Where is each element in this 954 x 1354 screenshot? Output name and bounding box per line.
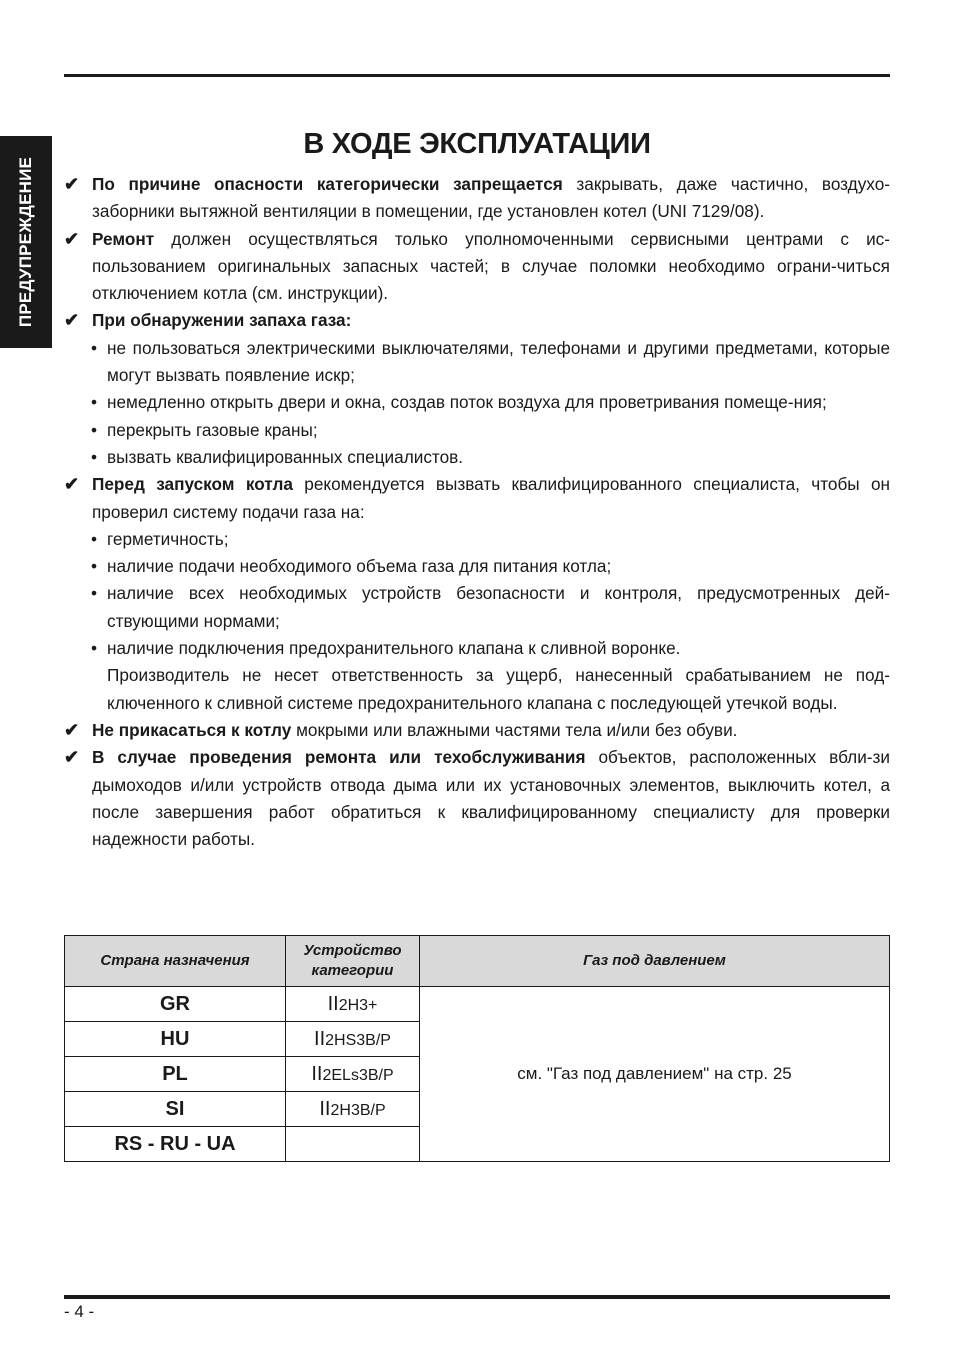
device-category-sub: 2HS3B/P xyxy=(325,1031,391,1049)
device-category-cell xyxy=(286,1022,420,1057)
device-category-cell xyxy=(286,1092,420,1127)
list-item-text: вызвать квалифицированных специалистов. xyxy=(107,446,464,467)
device-category-cell xyxy=(286,987,420,1022)
list-item-text: не пользоваться электрическими выключателями, телефонами и другими предметами, которые могут вызвать появление искр; xyxy=(107,337,890,386)
bullet-icon: • xyxy=(91,337,98,358)
side-section-tab xyxy=(0,136,52,348)
device-category-main: II xyxy=(314,1027,326,1050)
header-gas-pressure: Газ под давлением xyxy=(420,936,890,987)
device-category-main: II xyxy=(311,1062,323,1085)
warning-item-bold: При обнаружении запаха газа: xyxy=(92,310,352,331)
bullet-icon: • xyxy=(91,419,98,440)
device-category-sub: 2ELs3B/P xyxy=(322,1066,394,1084)
country-cell: GR xyxy=(65,987,286,1022)
checkmark-icon: ✔ xyxy=(64,719,80,740)
warning-item xyxy=(64,226,890,308)
warning-item-text: мокрыми или влажными частями тела и/или без обуви. xyxy=(291,719,738,740)
pre-start-check-list xyxy=(64,526,890,662)
checkmark-icon: ✔ xyxy=(64,474,80,495)
list-item-text: немедленно открыть двери и окна, создав поток воздуха для проветривания помеще-ния; xyxy=(107,392,827,413)
bullet-icon: • xyxy=(91,446,98,467)
gas-pressure-reference: см. "Газ под давлением" на стр. 25 xyxy=(420,987,890,1162)
warning-item xyxy=(64,744,890,853)
warning-item-text: объектов, расположенных вбли-зи дымоходов и/или устройств отвода дыма или их установочных элементов, выключить котел, а после завершения работ обратиться к квалифицированному специалисту для проверки надежности работы. xyxy=(92,747,890,850)
device-category-cell xyxy=(286,1057,420,1092)
list-item-text: наличие подачи необходимого объема газа для питания котла; xyxy=(107,556,612,577)
list-item xyxy=(64,335,890,390)
gas-category-table xyxy=(64,935,890,1162)
checkmark-icon: ✔ xyxy=(64,747,80,768)
checkmark-icon: ✔ xyxy=(64,310,80,331)
warning-item xyxy=(64,717,890,744)
bullet-icon: • xyxy=(91,638,98,659)
header-country: Страна назначения xyxy=(65,936,286,987)
warning-item-bold: Перед запуском котла xyxy=(92,474,293,495)
warning-item-text: рекомендуется вызвать квалифицированного специалиста, чтобы он проверил систему подачи газа на: xyxy=(92,474,891,522)
bullet-icon: • xyxy=(91,392,98,413)
list-item xyxy=(64,526,890,553)
list-item xyxy=(64,389,890,416)
side-section-label: ПРЕДУПРЕЖДЕНИЕ xyxy=(16,156,35,328)
list-item-text: наличие всех необходимых устройств безопасности и контроля, предусмотренных дей-ствующими нормами; xyxy=(107,583,890,631)
bullet-icon: • xyxy=(91,556,98,577)
country-cell: HU xyxy=(65,1022,286,1057)
list-item xyxy=(64,417,890,444)
warning-item xyxy=(64,307,890,334)
list-item xyxy=(64,635,890,662)
gas-smell-list xyxy=(64,335,890,471)
list-item xyxy=(64,553,890,580)
manufacturer-note: Производитель не несет ответственность за ущерб, нанесенный срабатыванием не под-ключенного к сливной системе предохранительного клапана с последующей утечкой воды. xyxy=(107,665,890,713)
warning-item-bold: Не прикасаться к котлу xyxy=(92,719,292,740)
device-category-cell xyxy=(286,1127,420,1162)
list-item-text: перекрыть газовые краны; xyxy=(107,419,318,440)
device-category-sub: 2H3+ xyxy=(338,996,378,1014)
warning-item xyxy=(64,171,890,226)
bullet-icon: • xyxy=(91,528,98,549)
warning-item-bold: Ремонт xyxy=(92,228,155,249)
list-item xyxy=(64,444,890,471)
warnings-content xyxy=(64,171,890,853)
warning-item-text: закрывать, даже частично, воздухо-заборники вытяжной вентиляции в помещении, где установлен котел (UNI 7129/08). xyxy=(92,174,890,222)
list-item-text: наличие подключения предохранительного клапана к сливной воронке. xyxy=(107,638,681,659)
header-device-category: Устройство категории xyxy=(286,936,420,987)
warning-item xyxy=(64,471,890,526)
top-rule xyxy=(64,74,890,77)
country-cell: SI xyxy=(65,1092,286,1127)
device-category-main: II xyxy=(319,1097,331,1120)
device-category-main: II xyxy=(327,992,339,1015)
page-number: - 4 - xyxy=(64,1302,95,1321)
warning-item-bold: В случае проведения ремонта или техобслуживания xyxy=(92,747,586,768)
table-row xyxy=(65,987,890,1022)
checkmark-icon: ✔ xyxy=(64,228,80,249)
country-cell: PL xyxy=(65,1057,286,1092)
warning-item-bold: По причине опасности категорически запрещается xyxy=(92,174,563,194)
bottom-rule xyxy=(64,1295,890,1299)
list-item-text: герметичность; xyxy=(107,528,229,549)
checkmark-icon: ✔ xyxy=(64,174,80,194)
device-category-sub: 2H3B/P xyxy=(330,1101,386,1119)
list-item xyxy=(64,580,890,635)
bullet-icon: • xyxy=(91,583,98,604)
page-title: В ХОДЕ ЭКСПЛУАТАЦИИ xyxy=(303,128,651,160)
country-cell: RS - RU - UA xyxy=(65,1127,286,1162)
table-header-row xyxy=(65,936,890,987)
warning-item-text: должен осуществляться только уполномоченными сервисными центрами с ис-пользованием оригинальных запасных частей; в случае поломки необходимо ограни-читься отключением котла (см. инструкции). xyxy=(92,228,890,304)
